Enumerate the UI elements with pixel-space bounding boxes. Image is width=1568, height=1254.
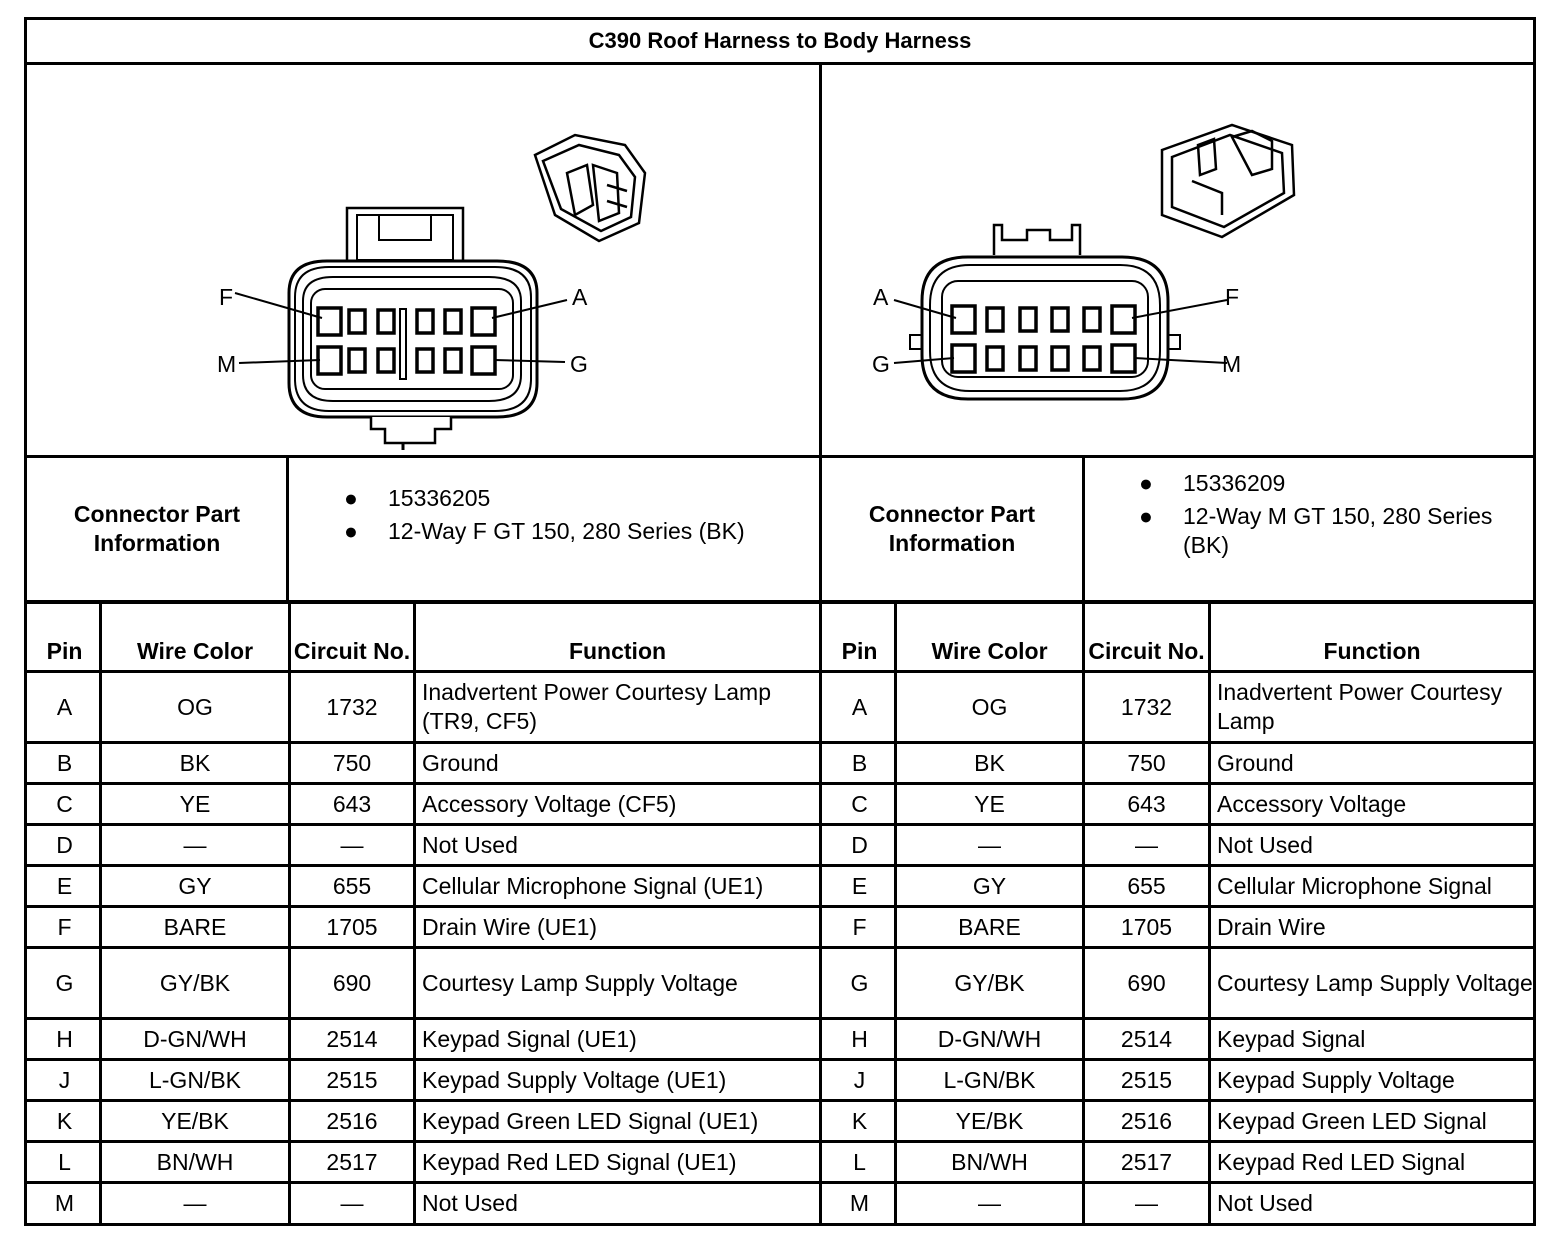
table-cell-pin: B (56, 749, 73, 776)
table-cell-pin: J (853, 1066, 866, 1093)
part-number: 15336209 (1183, 470, 1286, 496)
callout-label-top-left: F (219, 284, 234, 310)
right-part-info-list (1137, 467, 1533, 560)
table-cell-circuit: 2516 (326, 1107, 378, 1134)
table-cell-color: GY (972, 872, 1007, 899)
part-number: 15336205 (388, 485, 491, 511)
table-cell-pin: M (849, 1189, 870, 1216)
column-header-function: Function (568, 638, 667, 664)
callout-label-bottom-right: M (1222, 351, 1242, 377)
table-cell-function: Keypad Signal (UE1) (422, 1025, 637, 1052)
connector-3d-icon (535, 135, 645, 241)
table-cell-color: BK (179, 749, 211, 776)
table-cell-function: Ground (422, 749, 499, 776)
table-cell-circuit: 1705 (326, 913, 378, 940)
table-cell-function: Accessory Voltage (1217, 790, 1407, 817)
table-cell-function: Not Used (1217, 831, 1313, 858)
bullet-icon: ● (344, 518, 358, 544)
table-cell-color: YE/BK (161, 1107, 229, 1134)
table-cell-function: Keypad Red LED Signal (UE1) (422, 1148, 737, 1175)
table-cell-color: L-GN/BK (943, 1066, 1036, 1093)
table-cell-function: Keypad Signal (1217, 1025, 1366, 1052)
table-cell-color: D-GN/WH (937, 1025, 1042, 1052)
table-cell-color: BN/WH (951, 1148, 1028, 1175)
table-cell-function: Keypad Supply Voltage (1217, 1066, 1455, 1093)
table-cell-color: BK (974, 749, 1005, 776)
table-cell-circuit: 655 (332, 872, 372, 899)
part-list-item (1137, 467, 1533, 500)
table-cell-pin: A (56, 693, 73, 720)
bullet-icon: ● (1139, 470, 1153, 496)
table-cell-function: Drain Wire (1217, 913, 1326, 940)
column-header-pin: Pin (46, 638, 83, 664)
table-cell-circuit: 643 (1127, 790, 1166, 817)
table-cell-function: Courtesy Lamp Supply Voltage (422, 969, 738, 996)
table-cell-circuit: 1705 (1120, 913, 1173, 940)
table-cell-pin: H (851, 1025, 868, 1052)
table-cell-pin: K (56, 1107, 73, 1134)
column-header-wire-color: Wire Color (931, 638, 1048, 664)
table-cell-circuit: — (340, 831, 364, 858)
callout-label-bottom-left: M (217, 351, 237, 377)
column-divider (413, 604, 416, 1223)
table-cell-circuit: 2515 (326, 1066, 378, 1093)
table-cell-function: Keypad Green LED Signal (1217, 1107, 1487, 1134)
table-cell-pin: C (851, 790, 868, 817)
table-cell-circuit: 2517 (326, 1148, 378, 1175)
table-cell-color: BARE (958, 913, 1021, 940)
table-cell-function: Cellular Microphone Signal (1217, 872, 1492, 899)
table-cell-circuit: 2517 (1120, 1148, 1173, 1175)
partinfo-right-vline (1082, 457, 1085, 602)
table-cell-color: — (978, 1189, 1001, 1216)
table-cell-color: YE/BK (955, 1107, 1024, 1134)
table-cell-pin: D (851, 831, 868, 858)
part-list-item (342, 482, 812, 515)
table-cell-pin: M (54, 1189, 75, 1216)
table-cell-circuit: 655 (1127, 872, 1166, 899)
table-cell-pin: K (851, 1107, 868, 1134)
table-cell-circuit: 690 (1127, 969, 1166, 996)
bullet-icon: ● (344, 485, 358, 511)
table-cell-function: Not Used (422, 831, 518, 858)
table-cell-circuit: — (1135, 1189, 1158, 1216)
table-cell-circuit: 2514 (1120, 1025, 1173, 1052)
bullet-icon: ● (1139, 503, 1153, 529)
column-divider (288, 604, 291, 1223)
column-header-circuit: Circuit No. (293, 638, 411, 664)
connector-sheet (24, 17, 1536, 1226)
part-list-item (342, 515, 812, 548)
table-cell-color: OG (177, 693, 213, 720)
table-cell-circuit: 2514 (326, 1025, 378, 1052)
table-cell-circuit: 2515 (1120, 1066, 1173, 1093)
table-cell-pin: E (851, 872, 868, 899)
table-cell-function: Accessory Voltage (CF5) (422, 790, 677, 817)
table-cell-color: — (183, 1189, 207, 1216)
column-header-circuit: Circuit No. (1088, 638, 1205, 664)
male-connector-diagram (822, 65, 1533, 455)
table-cell-function: Inadvertent Power Courtesy Lamp (1217, 679, 1503, 734)
right-part-info-label: Connector Part Information (868, 501, 1036, 556)
table-cell-pin: C (56, 790, 73, 817)
table-cell-circuit: 690 (332, 969, 372, 996)
table-cell-circuit: 2516 (1120, 1107, 1173, 1134)
male-connector-face (910, 225, 1180, 399)
table-cell-function: Inadvertent Power Courtesy Lamp (TR9, CF5) (422, 679, 772, 734)
table-cell-color: OG (971, 693, 1008, 720)
table-cell-color: L-GN/BK (148, 1066, 242, 1093)
table-cell-circuit: 750 (1127, 749, 1166, 776)
callout-label-top-right: A (572, 284, 588, 310)
table-cell-pin: L (58, 1148, 71, 1175)
column-header-wire-color: Wire Color (136, 638, 254, 664)
column-header-pin: Pin (841, 638, 878, 664)
part-description: 12-Way M GT 150, 280 Series (BK) (1183, 503, 1493, 558)
column-header-function: Function (1323, 638, 1421, 664)
table-cell-pin: E (56, 872, 73, 899)
callout-label-bottom-right: G (570, 351, 588, 377)
column-divider (99, 604, 102, 1223)
table-cell-pin: G (55, 969, 74, 996)
table-cell-function: Keypad Supply Voltage (UE1) (422, 1066, 727, 1093)
table-cell-color: — (183, 831, 207, 858)
table-cell-color: BARE (163, 913, 227, 940)
table-cell-pin: D (56, 831, 73, 858)
table-cell-color: YE (974, 790, 1005, 817)
female-connector-face (289, 208, 537, 450)
table-cell-pin: L (853, 1148, 866, 1175)
table-cell-pin: G (850, 969, 869, 996)
table-cell-function: Courtesy Lamp Supply Voltage (1217, 969, 1533, 996)
table-cell-pin: F (57, 913, 72, 940)
table-cell-function: Ground (1217, 749, 1294, 776)
left-part-info-label: Connector Part Information (73, 501, 241, 556)
table-cell-color: GY/BK (159, 969, 231, 996)
table-cell-pin: F (852, 913, 867, 940)
callout-label-bottom-left: G (872, 351, 890, 377)
table-cell-pin: B (851, 749, 868, 776)
page-title: C390 Roof Harness to Body Harness (588, 28, 972, 53)
partinfo-left-vline (286, 457, 289, 602)
table-cell-function: Cellular Microphone Signal (UE1) (422, 872, 764, 899)
table-cell-color: GY/BK (954, 969, 1025, 996)
table-cell-circuit: 643 (332, 790, 372, 817)
table-cell-pin: H (56, 1025, 73, 1052)
female-connector-diagram (27, 65, 819, 455)
table-cell-function: Keypad Green LED Signal (UE1) (422, 1107, 759, 1134)
table-cell-color: BN/WH (156, 1148, 234, 1175)
part-list-item (1137, 500, 1533, 560)
callout-label-top-right: F (1225, 284, 1240, 310)
callout-label-top-left: A (873, 284, 889, 310)
connector-3d-icon (1162, 125, 1294, 237)
table-cell-circuit: 750 (332, 749, 372, 776)
table-cell-color: YE (179, 790, 211, 817)
left-part-info-list (342, 482, 812, 548)
table-cell-circuit: — (1135, 831, 1158, 858)
table-cell-color: — (978, 831, 1001, 858)
table-cell-function: Not Used (1217, 1189, 1313, 1216)
table-cell-circuit: 1732 (326, 693, 378, 720)
table-cell-pin: A (851, 693, 868, 720)
column-divider (894, 604, 897, 1223)
table-cell-color: GY (178, 872, 212, 899)
column-divider (1208, 604, 1211, 1223)
table-cell-function: Keypad Red LED Signal (1217, 1148, 1466, 1175)
table-cell-circuit: 1732 (1120, 693, 1173, 720)
table-cell-pin: J (58, 1066, 71, 1093)
table-cell-function: Drain Wire (UE1) (422, 913, 598, 940)
column-divider (1082, 604, 1085, 1223)
table-cell-color: D-GN/WH (143, 1025, 247, 1052)
table-cell-circuit: — (340, 1189, 364, 1216)
part-description: 12-Way F GT 150, 280 Series (BK) (388, 518, 745, 544)
table-cell-function: Not Used (422, 1189, 518, 1216)
